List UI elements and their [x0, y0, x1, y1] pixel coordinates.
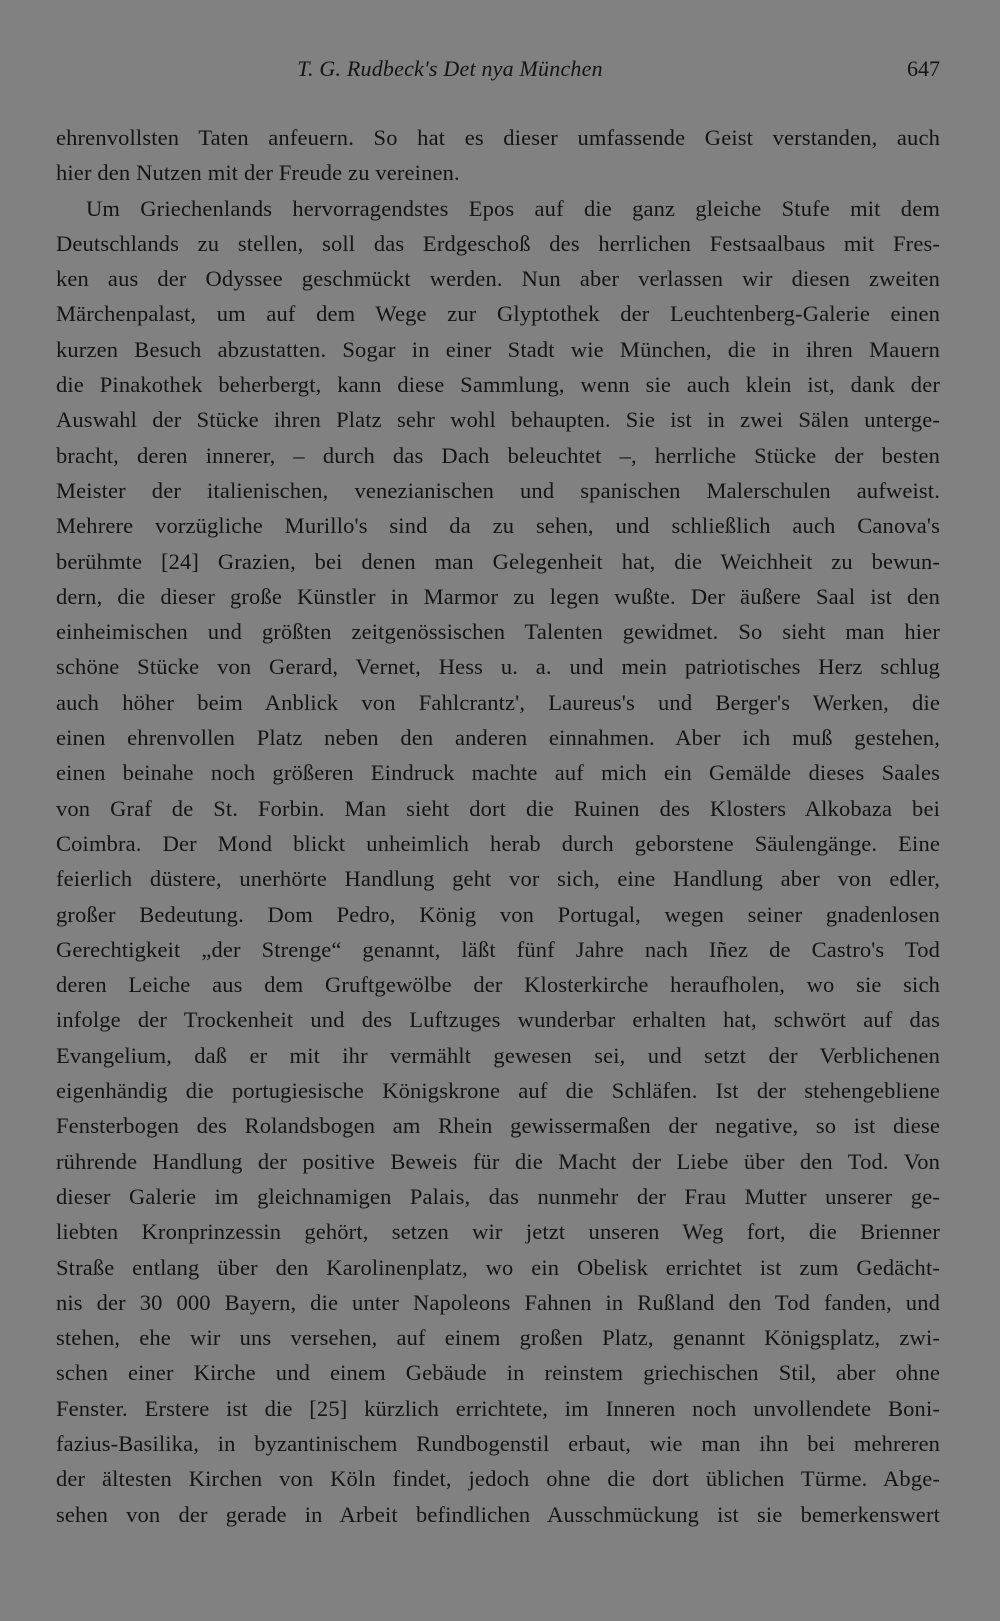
text-line: schöne Stücke von Gerard, Vernet, Hess u. a. und mein patriotisches Herz schlug — [56, 654, 940, 680]
text-line: Fenster. Erstere ist die [25] kürzlich errichtete, im Inneren noch unvollendete Boni- — [56, 1395, 940, 1421]
text-line: schen einer Kirche und einem Gebäude in reinstem griechischen Stil, aber ohne — [56, 1360, 940, 1386]
text-line: von Graf de St. Forbin. Man sieht dort die Ruinen des Klosters Alkobaza bei — [56, 795, 940, 821]
text-line: auch höher beim Anblick von Fahlcrantz', Laureus's und Berger's Werken, die — [56, 689, 940, 715]
text-line: Um Griechenlands hervorragendstes Epos auf die ganz gleiche Stufe mit dem — [86, 195, 940, 221]
text-line: der ältesten Kirchen von Köln findet, jedoch ohne die dort üblichen Türme. Abge- — [56, 1466, 940, 1492]
text-line: dieser Galerie im gleichnamigen Palais, das nunmehr der Frau Mutter unserer ge- — [56, 1183, 940, 1209]
text-line: ehrenvollsten Taten anfeuern. So hat es dieser umfassende Geist verstanden, auch — [56, 125, 940, 150]
text-line: dern, die dieser große Künstler in Marmor zu legen wußte. Der äußere Saal ist den — [56, 583, 940, 609]
text-line: einheimischen und größten zeitgenössischen Talenten gewidmet. So sieht man hier — [56, 619, 940, 645]
text-line: rührende Handlung der positive Beweis für die Macht der Liebe über den Tod. Von — [56, 1148, 940, 1174]
text-line: Fensterbogen des Rolandsbogen am Rhein gewissermaßen der negative, so ist diese — [56, 1113, 940, 1139]
text-line: eigenhändig die portugiesische Königskrone auf die Schläfen. Ist der stehengebliene — [56, 1078, 940, 1104]
text-line: deren Leiche aus dem Gruftgewölbe der Klosterkirche heraufholen, wo sie sich — [56, 972, 940, 998]
text-line: großer Bedeutung. Dom Pedro, König von Portugal, wegen seiner gnadenlosen — [56, 901, 940, 927]
text-line: ken aus der Odyssee geschmückt werden. Nun aber verlassen wir diesen zweiten — [56, 266, 940, 292]
running-head — [56, 52, 940, 86]
text-line: feierlich düstere, unerhörte Handlung geht vor sich, eine Handlung aber von edler, — [56, 866, 940, 892]
text-line: fazius-Basilika, in byzantinischem Rundbogenstil erbaut, wie man ihn bei mehreren — [56, 1430, 940, 1456]
page-number: 647 — [907, 56, 940, 81]
text-line: einen beinahe noch größeren Eindruck machte auf mich ein Gemälde dieses Saales — [56, 760, 940, 786]
text-line: Straße entlang über den Karolinenplatz, wo ein Obelisk errichtet ist zum Gedächt- — [56, 1254, 940, 1280]
text-line: Deutschlands zu stellen, soll das Erdgeschoß des herrlichen Festsaalbaus mit Fres- — [56, 230, 940, 256]
text-line: kurzen Besuch abzustatten. Sogar in einer Stadt wie München, die in ihren Mauern — [56, 336, 940, 362]
text-line: die Pinakothek beherbergt, kann diese Sammlung, wenn sie auch klein ist, dank der — [56, 372, 940, 398]
text-line: stehen, ehe wir uns versehen, auf einem großen Platz, genannt Königsplatz, zwi- — [56, 1325, 940, 1351]
text-line: Coimbra. Der Mond blickt unheimlich herab durch geborstene Säulengänge. Eine — [56, 830, 940, 856]
text-line: bracht, deren innerer, – durch das Dach beleuchtet –, herrliche Stücke der besten — [56, 442, 940, 468]
body-text — [56, 120, 940, 1532]
text-line: hier den Nutzen mit der Freude zu vereinen. — [56, 160, 460, 186]
text-line: berühmte [24] Grazien, bei denen man Gelegenheit hat, die Weichheit zu bewun- — [56, 548, 940, 574]
text-line: sehen von der gerade in Arbeit befindlichen Ausschmückung ist sie bemerkenswert — [56, 1501, 940, 1527]
running-title: T. G. Rudbeck's Det nya München — [297, 56, 603, 81]
text-line: Gerechtigkeit „der Strenge“ genannt, läßt fünf Jahre nach Iñez de Castro's Tod — [56, 936, 940, 962]
text-line: Mehrere vorzügliche Murillo's sind da zu sehen, und schließlich auch Canova's — [56, 513, 940, 539]
text-line: Auswahl der Stücke ihren Platz sehr wohl behaupten. Sie ist in zwei Sälen unterge- — [56, 407, 940, 433]
text-line: nis der 30 000 Bayern, die unter Napoleons Fahnen in Rußland den Tod fanden, und — [56, 1289, 940, 1315]
text-line: einen ehrenvollen Platz neben den anderen einnahmen. Aber ich muß gestehen, — [56, 725, 940, 751]
text-line: infolge der Trockenheit und des Luftzuges wunderbar erhalten hat, schwört auf das — [56, 1007, 940, 1033]
text-line: liebten Kronprinzessin gehört, setzen wir jetzt unseren Weg fort, die Brienner — [56, 1219, 940, 1245]
text-line: Märchenpalast, um auf dem Wege zur Glyptothek der Leuchtenberg-Galerie einen — [56, 301, 940, 327]
text-line: Meister der italienischen, venezianischen und spanischen Malerschulen aufweist. — [56, 477, 940, 503]
text-line: Evangelium, daß er mit ihr vermählt gewesen sei, und setzt der Verblichenen — [56, 1042, 940, 1068]
